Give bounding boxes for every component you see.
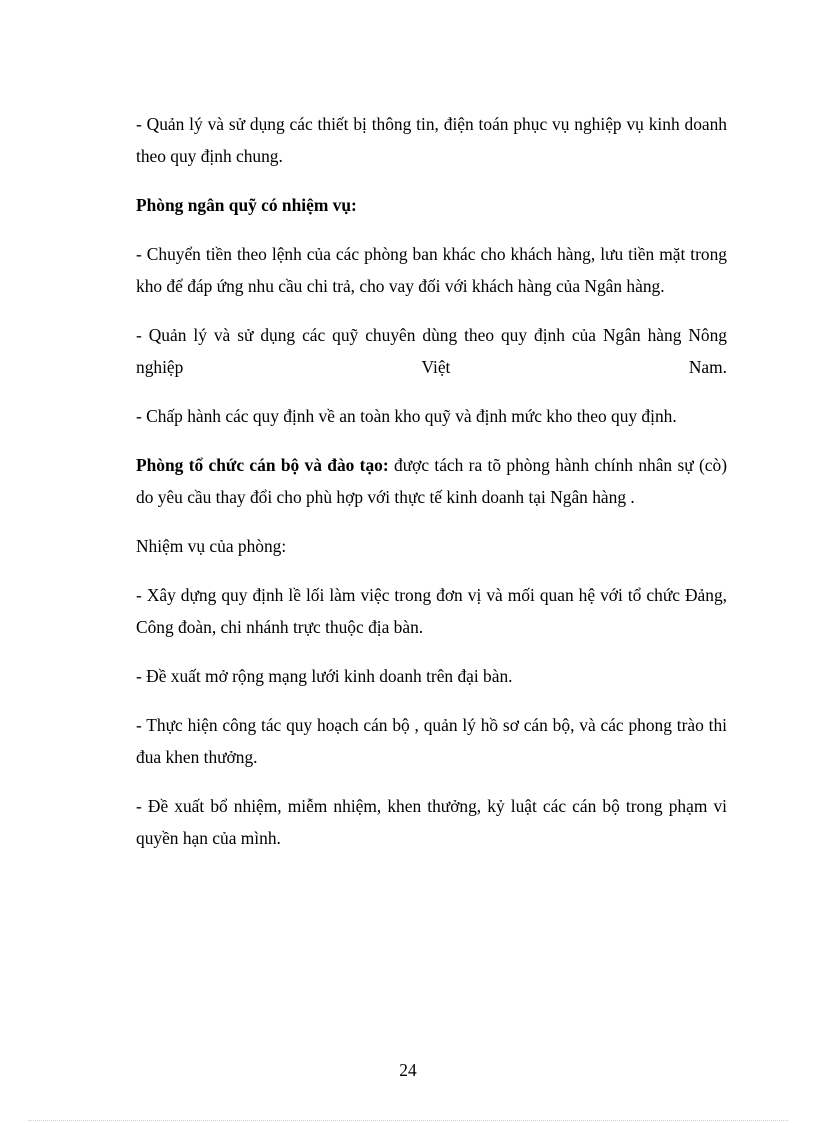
heading-department-duties: Nhiệm vụ của phòng:	[136, 536, 287, 556]
paragraph-network-expansion: - Đề xuất mở rộng mạng lưới kinh doanh trên đại bàn.	[136, 666, 513, 686]
page-number: 24	[399, 1060, 417, 1080]
personnel-department-description: được tách ra tõ phòng hành chính nhân sự (cò) do yêu cầu thay đổi cho phù hợp với thực tế kinh doanh tại Ngân hàng .	[136, 455, 728, 507]
paragraph-staff-planning: - Thực hiện công tác quy hoạch cán bộ , quản lý hồ sơ cán bộ, và các phong trào thi đua khen thưởng.	[136, 715, 727, 767]
paragraph-money-transfer: - Chuyển tiền theo lệnh của các phòng ban khác cho khách hàng, lưu tiền mặt trong kho để đáp ứng nhu cầu chi trả, cho vay đối với khách hàng của Ngân hàng.	[136, 244, 727, 296]
paragraph-special-funds: - Quản lý và sử dụng các quỹ chuyên dùng theo quy định của Ngân hàng Nông nghiệp Việt Nam.	[136, 325, 727, 377]
paragraph-appointments: - Đề xuất bổ nhiệm, miễm nhiệm, khen thưởng, kỷ luật các cán bộ trong phạm vi quyền hạn của mình.	[136, 796, 727, 848]
paragraph-equipment-management: - Quản lý và sử dụng các thiết bị thông tin, điện toán phục vụ nghiệp vụ kinh doanh theo quy định chung.	[136, 114, 727, 166]
page-bottom-divider	[28, 1120, 788, 1121]
paragraph-work-regulations: - Xây dựng quy định lề lối làm việc trong đơn vị và mối quan hệ với tổ chức Đảng, Công đoàn, chi nhánh trực thuộc địa bàn.	[136, 585, 727, 637]
heading-personnel-department: Phòng tổ chức cán bộ và đào tạo:	[136, 455, 389, 475]
paragraph-vault-safety: - Chấp hành các quy định về an toàn kho quỹ và định mức kho theo quy định.	[136, 406, 677, 426]
heading-treasury-department: Phòng ngân quỹ có nhiệm vụ:	[136, 195, 357, 215]
document-body	[136, 108, 727, 871]
paragraph-personnel-department	[136, 449, 727, 513]
